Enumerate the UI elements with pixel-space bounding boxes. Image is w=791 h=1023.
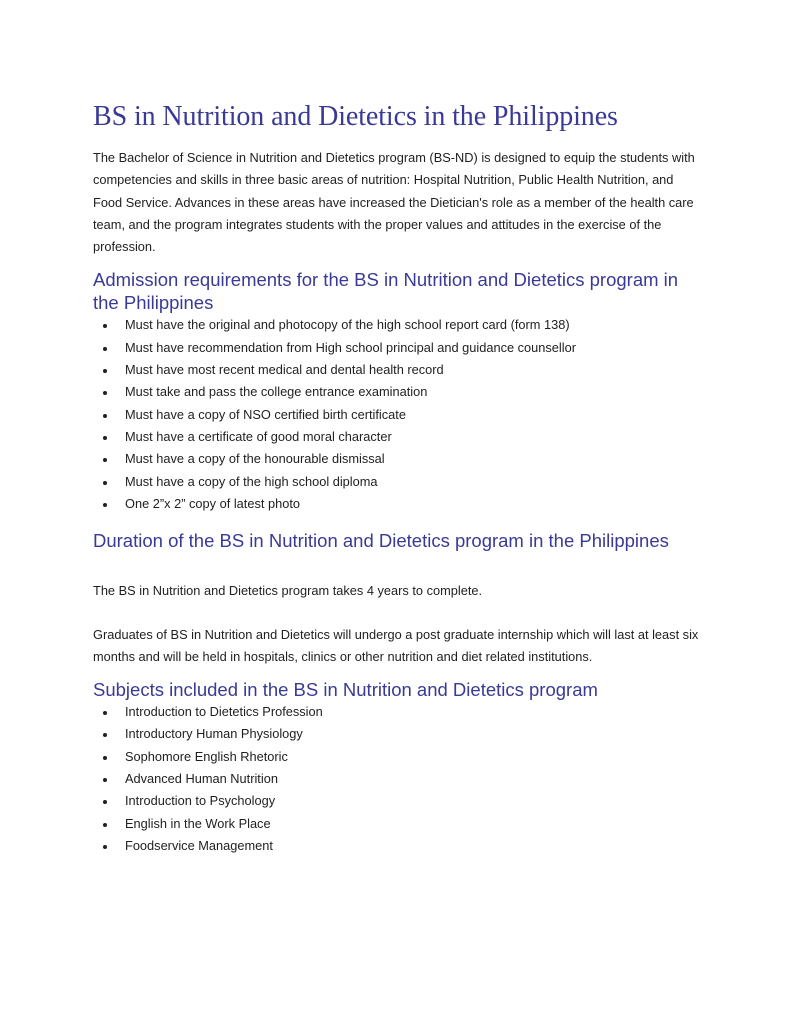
bullet-icon bbox=[103, 481, 107, 485]
bullet-icon bbox=[103, 733, 107, 737]
bullet-icon bbox=[103, 347, 107, 351]
list-item: Must have a copy of the honourable dismissal bbox=[93, 448, 705, 470]
bullet-icon bbox=[103, 324, 107, 328]
subjects-heading: Subjects included in the BS in Nutrition and Dietetics program bbox=[93, 678, 598, 700]
list-item: Introductory Human Physiology bbox=[93, 723, 705, 745]
list-item: Sophomore English Rhetoric bbox=[93, 746, 705, 768]
page-title: BS in Nutrition and Dietetics in the Philippines bbox=[93, 101, 618, 132]
bullet-icon bbox=[103, 391, 107, 395]
list-item: Must have a copy of NSO certified birth certificate bbox=[93, 404, 705, 426]
list-item: Introduction to Psychology bbox=[93, 790, 705, 812]
list-item: Must have a copy of the high school diploma bbox=[93, 471, 705, 493]
admission-heading: Admission requirements for the BS in Nutrition and Dietetics program in the Philippines bbox=[93, 269, 679, 313]
duration-heading: Duration of the BS in Nutrition and Dietetics program in the Philippines bbox=[93, 530, 669, 552]
list-item: English in the Work Place bbox=[93, 813, 705, 835]
subjects-list bbox=[93, 701, 705, 857]
bullet-icon bbox=[103, 369, 107, 373]
bullet-icon bbox=[103, 823, 107, 827]
bullet-icon bbox=[103, 436, 107, 440]
list-item: Foodservice Management bbox=[93, 835, 705, 857]
list-item: Must take and pass the college entrance examination bbox=[93, 381, 705, 403]
duration-paragraph: The BS in Nutrition and Dietetics program takes 4 years to complete. bbox=[93, 582, 483, 598]
intro-paragraph: The Bachelor of Science in Nutrition and Dietetics program (BS-ND) is designed to equip the students with competencies and skills in three basic areas of nutrition: Hospital Nutrition, Public Health Nutrition, and Food Service. Advances in these areas have increased the Dietician's role as a member of the health care team, and the program integrates students with the proper values and attitudes in the exercise of the profession. bbox=[93, 150, 695, 255]
bullet-icon bbox=[103, 756, 107, 760]
list-item: Must have a certificate of good moral character bbox=[93, 426, 705, 448]
bullet-icon bbox=[103, 503, 107, 507]
bullet-icon bbox=[103, 414, 107, 418]
list-item: Must have most recent medical and dental health record bbox=[93, 359, 705, 381]
list-item: Advanced Human Nutrition bbox=[93, 768, 705, 790]
bullet-icon bbox=[103, 711, 107, 715]
bullet-icon bbox=[103, 845, 107, 849]
list-item: Must have the original and photocopy of the high school report card (form 138) bbox=[93, 314, 705, 336]
document-page bbox=[93, 97, 705, 857]
bullet-icon bbox=[103, 778, 107, 782]
admission-list bbox=[93, 314, 705, 515]
bullet-icon bbox=[103, 800, 107, 804]
list-item: One 2”x 2” copy of latest photo bbox=[93, 493, 705, 515]
bullet-icon bbox=[103, 458, 107, 462]
list-item: Must have recommendation from High school principal and guidance counsellor bbox=[93, 337, 705, 359]
list-item: Introduction to Dietetics Profession bbox=[93, 701, 705, 723]
graduates-paragraph: Graduates of BS in Nutrition and Dietetics will undergo a post graduate internship which will last at least six months and will be held in hospitals, clinics or other nutrition and diet related institutions. bbox=[93, 626, 699, 665]
